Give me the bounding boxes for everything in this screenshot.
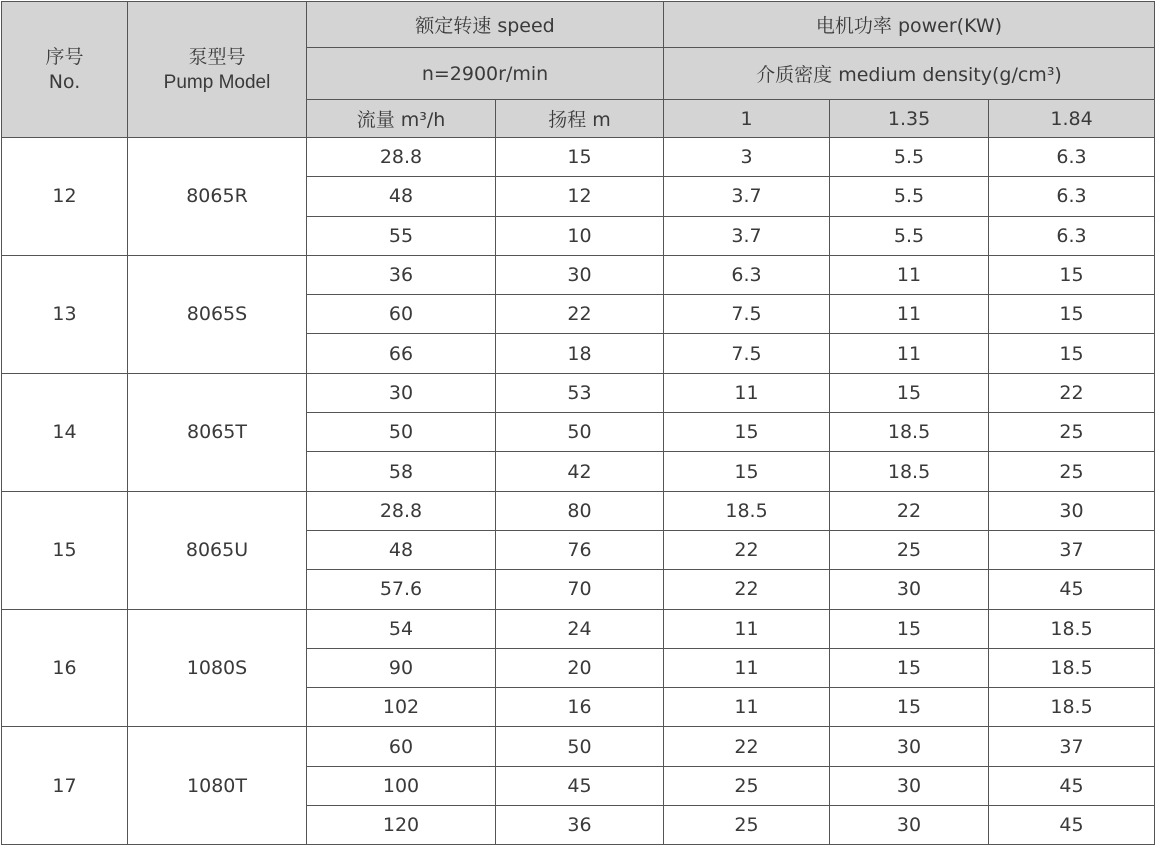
cell-no: 13 [2, 255, 128, 373]
col-header-model [128, 2, 307, 138]
table-row [2, 138, 1155, 177]
cell-power-d1: 25 [664, 766, 830, 805]
table-header [2, 2, 1155, 138]
cell-flow: 66 [307, 334, 496, 373]
cell-power-d2: 5.5 [830, 216, 989, 255]
cell-model: 8065T [128, 373, 307, 491]
col-header-density: 介质密度 medium density(g/cm³) [664, 48, 1155, 100]
cell-flow: 90 [307, 648, 496, 687]
table-body [2, 138, 1155, 845]
col-header-speed-value: n=2900r/min [307, 48, 664, 100]
cell-flow: 60 [307, 295, 496, 334]
cell-flow: 55 [307, 216, 496, 255]
cell-power-d3: 15 [989, 255, 1155, 294]
table-row [2, 373, 1155, 412]
col-header-speed: 额定转速 speed [307, 2, 664, 48]
cell-power-d3: 25 [989, 413, 1155, 452]
cell-flow: 36 [307, 255, 496, 294]
cell-head: 18 [496, 334, 664, 373]
table-row [2, 727, 1155, 766]
cell-power-d2: 30 [830, 806, 989, 845]
cell-power-d1: 25 [664, 806, 830, 845]
cell-power-d3: 18.5 [989, 648, 1155, 687]
cell-power-d3: 18.5 [989, 688, 1155, 727]
cell-power-d1: 11 [664, 609, 830, 648]
cell-model: 8065R [128, 138, 307, 256]
cell-head: 42 [496, 452, 664, 491]
cell-power-d3: 45 [989, 806, 1155, 845]
cell-flow: 30 [307, 373, 496, 412]
cell-no: 14 [2, 373, 128, 491]
cell-power-d2: 5.5 [830, 138, 989, 177]
col-header-density-3: 1.84 [989, 100, 1155, 138]
col-header-head: 扬程 m [496, 100, 664, 138]
cell-power-d3: 18.5 [989, 609, 1155, 648]
cell-power-d2: 11 [830, 334, 989, 373]
cell-flow: 28.8 [307, 491, 496, 530]
cell-power-d2: 22 [830, 491, 989, 530]
cell-power-d1: 22 [664, 727, 830, 766]
cell-flow: 120 [307, 806, 496, 845]
cell-power-d2: 30 [830, 570, 989, 609]
cell-power-d3: 45 [989, 766, 1155, 805]
cell-flow: 48 [307, 530, 496, 569]
cell-power-d2: 18.5 [830, 452, 989, 491]
cell-power-d3: 30 [989, 491, 1155, 530]
col-header-model-cn: 泵型号 [188, 45, 246, 68]
cell-flow: 48 [307, 177, 496, 216]
cell-power-d3: 45 [989, 570, 1155, 609]
cell-head: 22 [496, 295, 664, 334]
col-header-power: 电机功率 power(KW) [664, 2, 1155, 48]
header-row-1 [2, 2, 1155, 48]
table-row [2, 255, 1155, 294]
cell-power-d1: 22 [664, 530, 830, 569]
cell-power-d2: 15 [830, 648, 989, 687]
cell-power-d1: 11 [664, 373, 830, 412]
cell-power-d3: 15 [989, 295, 1155, 334]
cell-flow: 100 [307, 766, 496, 805]
col-header-model-en: Pump Model [163, 71, 271, 93]
cell-head: 16 [496, 688, 664, 727]
cell-power-d1: 7.5 [664, 295, 830, 334]
cell-power-d1: 18.5 [664, 491, 830, 530]
cell-head: 50 [496, 727, 664, 766]
col-header-density-2: 1.35 [830, 100, 989, 138]
cell-model: 1080T [128, 727, 307, 845]
cell-no: 16 [2, 609, 128, 727]
cell-power-d2: 30 [830, 766, 989, 805]
cell-power-d3: 6.3 [989, 177, 1155, 216]
cell-model: 1080S [128, 609, 307, 727]
cell-power-d1: 15 [664, 452, 830, 491]
cell-power-d2: 15 [830, 373, 989, 412]
cell-power-d2: 5.5 [830, 177, 989, 216]
cell-power-d1: 22 [664, 570, 830, 609]
cell-model: 8065U [128, 491, 307, 609]
col-header-no [2, 2, 128, 138]
cell-power-d1: 6.3 [664, 255, 830, 294]
col-header-no-cn: 序号 [45, 45, 84, 68]
pump-spec-table [1, 1, 1155, 845]
cell-flow: 102 [307, 688, 496, 727]
cell-head: 10 [496, 216, 664, 255]
cell-head: 76 [496, 530, 664, 569]
cell-head: 24 [496, 609, 664, 648]
cell-power-d2: 15 [830, 688, 989, 727]
cell-power-d1: 3 [664, 138, 830, 177]
cell-head: 50 [496, 413, 664, 452]
cell-power-d3: 15 [989, 334, 1155, 373]
cell-power-d3: 25 [989, 452, 1155, 491]
cell-power-d3: 6.3 [989, 138, 1155, 177]
cell-head: 36 [496, 806, 664, 845]
cell-flow: 58 [307, 452, 496, 491]
cell-no: 12 [2, 138, 128, 256]
col-header-density-1: 1 [664, 100, 830, 138]
cell-head: 20 [496, 648, 664, 687]
cell-power-d3: 22 [989, 373, 1155, 412]
cell-head: 30 [496, 255, 664, 294]
cell-head: 53 [496, 373, 664, 412]
cell-power-d1: 3.7 [664, 177, 830, 216]
cell-power-d2: 11 [830, 255, 989, 294]
cell-power-d3: 6.3 [989, 216, 1155, 255]
cell-power-d2: 25 [830, 530, 989, 569]
cell-head: 80 [496, 491, 664, 530]
cell-power-d2: 15 [830, 609, 989, 648]
cell-power-d2: 30 [830, 727, 989, 766]
table-row [2, 491, 1155, 530]
cell-power-d1: 7.5 [664, 334, 830, 373]
cell-power-d1: 11 [664, 688, 830, 727]
cell-power-d1: 11 [664, 648, 830, 687]
cell-no: 17 [2, 727, 128, 845]
cell-head: 70 [496, 570, 664, 609]
cell-power-d1: 15 [664, 413, 830, 452]
col-header-no-en: No. [48, 70, 81, 93]
table-row [2, 609, 1155, 648]
cell-flow: 60 [307, 727, 496, 766]
cell-head: 15 [496, 138, 664, 177]
cell-flow: 50 [307, 413, 496, 452]
cell-power-d3: 37 [989, 530, 1155, 569]
cell-no: 15 [2, 491, 128, 609]
cell-flow: 54 [307, 609, 496, 648]
cell-flow: 57.6 [307, 570, 496, 609]
cell-power-d2: 18.5 [830, 413, 989, 452]
cell-power-d1: 3.7 [664, 216, 830, 255]
cell-head: 45 [496, 766, 664, 805]
cell-model: 8065S [128, 255, 307, 373]
cell-head: 12 [496, 177, 664, 216]
cell-flow: 28.8 [307, 138, 496, 177]
col-header-flow: 流量 m³/h [307, 100, 496, 138]
cell-power-d3: 37 [989, 727, 1155, 766]
cell-power-d2: 11 [830, 295, 989, 334]
